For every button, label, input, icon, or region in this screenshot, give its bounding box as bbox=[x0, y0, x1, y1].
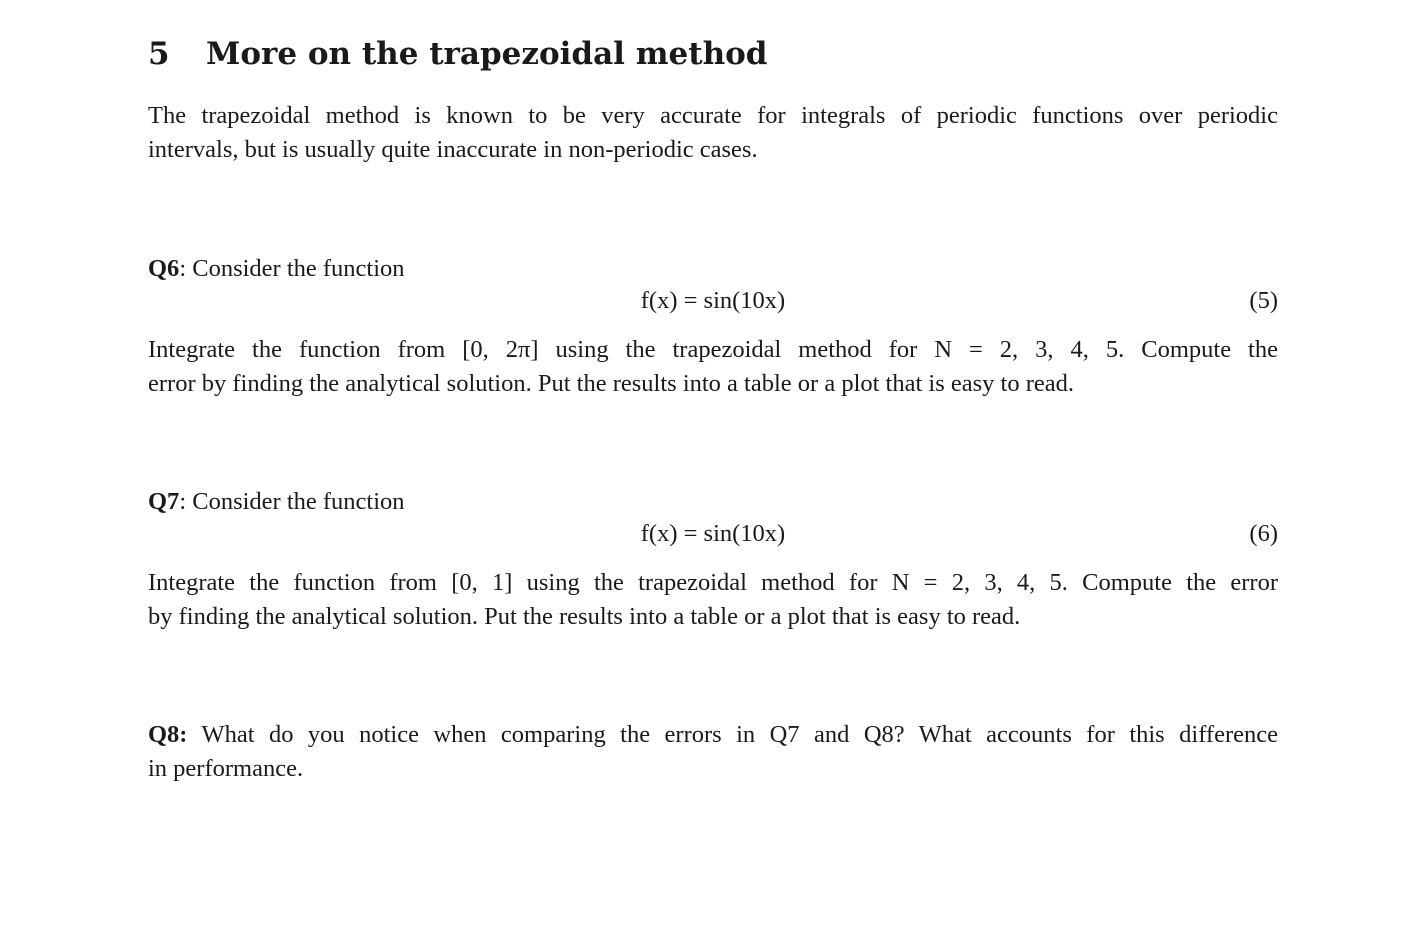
q7-paragraph bbox=[148, 566, 1278, 634]
q7-line-1: Integrate the function from [0, 1] using the trapezoidal method for N = 2, 3, 4, 5. Compute the error bbox=[148, 569, 1278, 596]
section-number: 5 bbox=[148, 36, 170, 72]
q7-lead-text: : Consider the function bbox=[179, 488, 405, 515]
q6-line-2: error by finding the analytical solution. Put the results into a table or a plot that is easy to read. bbox=[148, 370, 1075, 397]
section-heading bbox=[148, 34, 767, 74]
q7-equation-row bbox=[148, 517, 1278, 551]
intro-line-1: The trapezoidal method is known to be very accurate for integrals of periodic functions over periodic bbox=[148, 102, 1278, 129]
q7-lead bbox=[148, 485, 1278, 519]
q6-paragraph bbox=[148, 333, 1278, 401]
q8-line-2: in performance. bbox=[148, 755, 304, 782]
section-title: More on the trapezoidal method bbox=[206, 36, 768, 72]
q8-line-1: What do you notice when comparing the errors in Q7 and Q8? What accounts for this difference bbox=[187, 721, 1278, 748]
q6-equation: f(x) = sin(10x) bbox=[640, 287, 786, 314]
q6-line-1: Integrate the function from [0, 2π] using the trapezoidal method for N = 2, 3, 4, 5. Compute the bbox=[148, 336, 1278, 363]
intro-paragraph bbox=[148, 99, 1278, 167]
q6-equation-number: (5) bbox=[1249, 287, 1278, 314]
q6-lead-text: : Consider the function bbox=[179, 255, 405, 282]
intro-line-2: intervals, but is usually quite inaccurate in non-periodic cases. bbox=[148, 136, 758, 163]
q7-line-2: by finding the analytical solution. Put the results into a table or a plot that is easy to read. bbox=[148, 603, 1021, 630]
q6-equation-row bbox=[148, 284, 1278, 318]
q6-label: Q6 bbox=[148, 255, 180, 282]
q7-equation-number: (6) bbox=[1249, 520, 1278, 547]
q7-equation: f(x) = sin(10x) bbox=[640, 520, 786, 547]
q7-label: Q7 bbox=[148, 488, 180, 515]
q8-label: Q8: bbox=[148, 721, 188, 748]
q8-paragraph bbox=[148, 718, 1278, 786]
q6-lead bbox=[148, 252, 1278, 286]
